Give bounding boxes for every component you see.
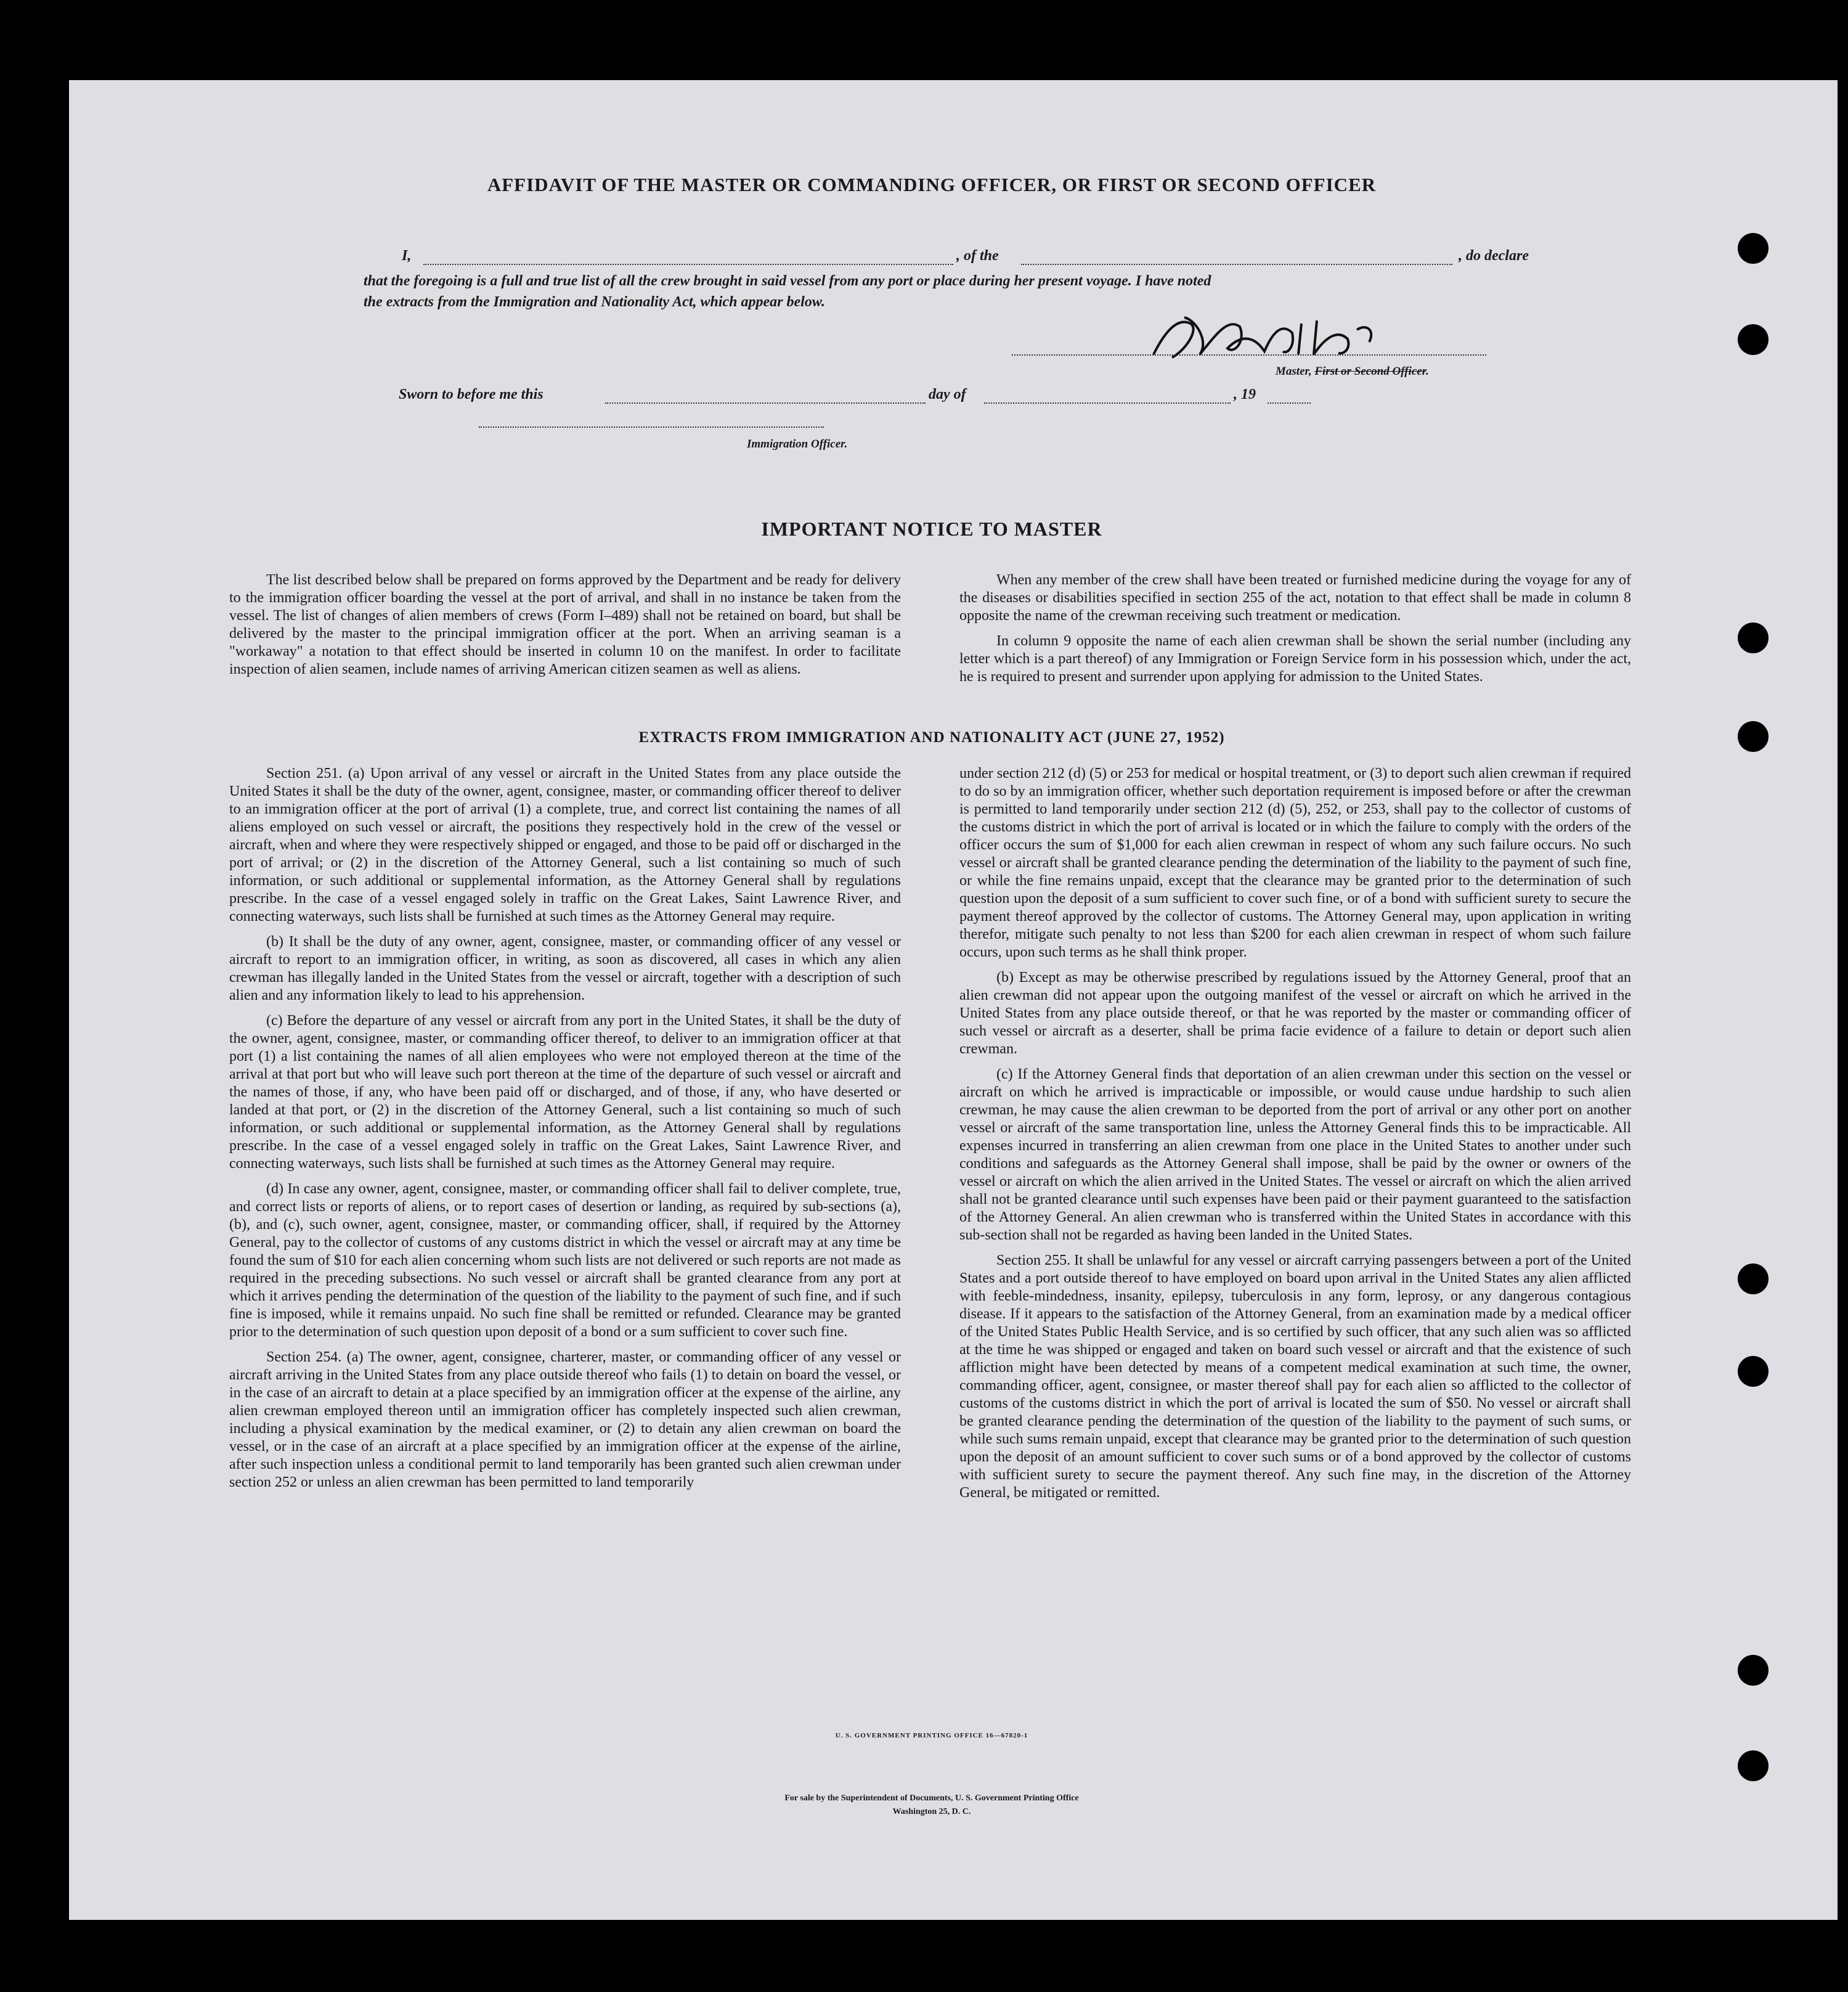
notice-right-paragraph-1: When any member of the crew shall have been treated or furnished medicine during the voyage for any of the diseases or disabilities specified in section 255 of the act, notation to that effect shall be made in column 8 opposite the name of the crewman receiving such treatment or medication. xyxy=(959,572,1631,624)
binder-hole xyxy=(1738,622,1769,653)
sworn-month-blank xyxy=(984,386,1231,404)
declare-line-3: the extracts from the Immigration and Nationality Act, which appear below. xyxy=(364,294,825,310)
printing-office-line: U. S. GOVERNMENT PRINTING OFFICE 16—67820-1 xyxy=(835,1732,1028,1739)
binder-hole xyxy=(1738,1263,1769,1294)
master-signature xyxy=(1141,305,1400,367)
sale-line-2: Washington 25, D. C. xyxy=(892,1807,971,1816)
binder-hole xyxy=(1738,721,1769,752)
sworn-year-blank xyxy=(1268,386,1311,404)
binder-hole xyxy=(1738,324,1769,355)
section-254-a: Section 254. (a) The owner, agent, consignee, charterer, master, or commanding officer of any vessel or aircraft arriving in the United States from any place outside thereof who fails (1) to detain on board the vessel, or in the case of an aircraft to detain at a place specified by an immigration officer at the expense of the airline, any alien crewman employed thereon until an immigration officer has completely inspected such alien crewman, including a physical examination by the medical examiner, or (2) to detain any alien crewman on board the vessel, or in the case of an aircraft at a place specified by an immigration officer at the expense of the airline, after such inspection unless a conditional permit to land temporarily has been granted such alien crewman under section 252 or unless an alien crewman has been permitted to land temporarily xyxy=(229,1349,901,1490)
section-251-b: (b) It shall be the duty of any owner, agent, consignee, master, or commanding officer of any vessel or aircraft to report to an immigration officer, in writing, as soon as discovered, all cases in which any alien crewman has illegally landed in the United States from the vessel or aircraft, together with a description of such alien and any information likely to lead to his apprehension. xyxy=(229,934,901,1003)
notice-right-paragraph-2: In column 9 opposite the name of each alien crewman shall be shown the serial number (including any letter which is a part thereof) of any Immigration or Foreign Service form in his possession which, under the act, he is required to present and surrender upon applying for admission to the United States. xyxy=(959,633,1631,685)
role-struck: First or Second Officer xyxy=(1314,365,1427,378)
sale-line-1: For sale by the Superintendent of Documents, U. S. Government Printing Office xyxy=(784,1794,1079,1803)
document-page xyxy=(69,80,1838,1920)
sworn-year: , 19 xyxy=(1234,386,1256,402)
declare-line-2: that the foregoing is a full and true list of all the crew brought in said vessel from any port or place during her present voyage. I have noted xyxy=(364,273,1211,289)
vessel-blank-line xyxy=(1021,248,1452,265)
notice-right-column xyxy=(959,571,1631,686)
section-251-a: Section 251. (a) Upon arrival of any vessel or aircraft in the United States from any place outside the United States it shall be the duty of the owner, agent, consignee, master, or commanding officer thereof to deliver to an immigration officer at the port of arrival (1) a complete, true, and correct list containing the names of all aliens employed on such vessel or aircraft, the positions they respectively hold in the crew of the vessel or aircraft, when and where they were respectively shipped or engaged, and those to be paid off or discharged in the port of arrival; or (2) in the discretion of the Attorney General, such a list containing so much of such information, or such additional or supplemental information, as the Attorney General shall by regulations prescribe. In the case of a vessel engaged solely in traffic on the Great Lakes, Saint Lawrence River, and connecting waterways, such lists shall be furnished at such times as the Attorney General may require. xyxy=(229,765,901,925)
signature-line xyxy=(1012,354,1486,356)
role-end: . xyxy=(1426,365,1429,378)
affidavit-title: AFFIDAVIT OF THE MASTER OR COMMANDING OFFICER, OR FIRST OR SECOND OFFICER xyxy=(487,174,1377,195)
binder-hole xyxy=(1738,1356,1769,1387)
immigration-officer-label: Immigration Officer. xyxy=(747,438,848,451)
notice-left-paragraph: The list described below shall be prepared on forms approved by the Department and be ready for delivery to the immigration officer boarding the vessel at the port of arrival, and shall in no instance be taken from the vessel. The list of changes of alien members of crews (Form I–489) shall not be retained on board, but shall be delivered by the master to the principal immigration officer at the port. When an arriving seaman is a "workaway" a notation to that effect should be inserted in column 10 on the manifest. In order to facilitate inspection of alien seamen, include names of arriving American citizen seamen as well as aliens. xyxy=(229,572,901,677)
declare-i: I, xyxy=(402,248,412,264)
section-254-c: (c) If the Attorney General finds that deportation of an alien crewman under this section on the vessel or aircraft on which he arrived is impracticable or impossible, or would cause undue hardship to such alien crewman, he may cause the alien crewman to be deported from the port of arrival or any other port on another vessel or aircraft of the same transportation line, unless the Attorney General finds this to be impracticable. All expenses incurred in transferring an alien crewman from one place in the United States to another under such conditions and safeguards as the Attorney General shall impose, shall be paid by the owner or owners of the vessel or aircraft on which the alien arrived in the United States. The vessel or aircraft on which the alien arrived shall not be granted clearance until such expenses have been paid or their payment guaranteed to the satisfaction of the Attorney General. An alien crewman who is transferred within the United States in accordance with this sub-section shall not be regarded as having been landed in the United States. xyxy=(959,1066,1631,1243)
section-251-d: (d) In case any owner, agent, consignee, master, or commanding officer shall fail to deliver complete, true, and correct lists or reports of aliens, or to report cases of desertion or landing, as required by sub-sections (a), (b), and (c), such owner, agent, consignee, master, or commanding officer, shall, if required by the Attorney General, pay to the collector of customs of any customs district in which the vessel or aircraft may at any time be found the sum of $10 for each alien concerning whom such lists are not delivered or such reports are not made as required in the preceding subsections. No such vessel or aircraft shall be granted clearance from any port at which it arrives pending the determination of the question of the liability to the payment of such fine, and if such fine is imposed, while it remains unpaid. No such fine shall be remitted or refunded. Clearance may be granted prior to the determination of such question upon deposit of a bond or a sum sufficient to cover such fine. xyxy=(229,1181,901,1340)
signature-role xyxy=(1276,365,1429,378)
binder-hole xyxy=(1738,1655,1769,1686)
section-255: Section 255. It shall be unlawful for any vessel or aircraft carrying passengers between a port of the United States and a port outside thereof to have employed on board upon arrival in the United States any alien afflicted with feeble-mindedness, insanity, epilepsy, tuberculosis in any form, leprosy, or any dangerous contagious disease. If it appears to the satisfaction of the Attorney General, from an examination made by a medical officer of the United States Public Health Service, and is so certified by such officer, that any such alien was so afflicted at the time he was shipped or engaged and taken on board such vessel or aircraft and that the existence of such affliction might have been detected by means of a competent medical examination at such time, the owner, commanding officer, agent, consignee, or master thereof shall pay for each alien so afflicted to the collector of customs of the customs district in which the port of arrival is located the sum of $50. No vessel or aircraft shall be granted clearance pending the determination of the question of the liability to the payment of such sums, or while such sums remain unpaid, except that clearance may be granted prior to the determination of such question upon the deposit of an amount sufficient to cover such sums or of a bond approved by the collector of customs with sufficient surety to secure the payment thereof. Any such fine may, in the discretion of the Attorney General, be mitigated or remitted. xyxy=(959,1252,1631,1501)
section-254-a-continued: under section 212 (d) (5) or 253 for medical or hospital treatment, or (3) to deport such alien crewman if required to do so by an immigration officer, whether such deportation requirement is imposed before or after the crewman is permitted to land temporarily under section 212 (d) (5), 252, or 253, shall pay to the collector of customs of the customs district in which the port of arrival is located or in which the failure to comply with the orders of the officer occurs the sum of $1,000 for each alien crewman in respect of whom any such failure occurs. No such vessel or aircraft shall be granted clearance pending the determination of the liability to the payment of such fine, or while the fine remains unpaid, except that the clearance may be granted prior to the determination of such question upon the deposit of a sum sufficient to cover such fine, or of a bond with sufficient surety to secure the payment thereof approved by the collector of customs. The Attorney General may, upon application in writing therefor, mitigate such penalty to not less than $200 for each alien crewman in respect of whom such failure occurs, upon such terms as he shall think proper. xyxy=(959,765,1631,960)
declare-of-the: , of the xyxy=(956,248,999,264)
extracts-left-column xyxy=(229,765,901,1492)
sworn-day-blank xyxy=(605,386,926,404)
extracts-right-column xyxy=(959,765,1631,1502)
notice-left-column xyxy=(229,571,901,679)
extracts-title: EXTRACTS FROM IMMIGRATION AND NATIONALITY ACT (JUNE 27, 1952) xyxy=(638,729,1225,746)
role-master: Master, xyxy=(1276,365,1312,378)
binder-hole xyxy=(1738,233,1769,264)
section-254-b: (b) Except as may be otherwise prescribed by regulations issued by the Attorney General, proof that an alien crewman did not appear upon the outgoing manifest of the vessel or aircraft on which he arrived in the United States from any place outside thereof, or that he was reported by the master or commanding officer of such vessel or aircraft as a deserter, shall be prima facie evidence of a failure to detain or deport such alien crewman. xyxy=(959,969,1631,1057)
name-blank-line xyxy=(423,248,953,265)
declare-do-declare: , do declare xyxy=(1459,248,1529,264)
section-251-c: (c) Before the departure of any vessel or aircraft from any port in the United States, it shall be the duty of the owner, agent, consignee, master, or commanding officer thereof, to deliver to an immigration officer at that port (1) a list containing the names of all alien employees who were not employed thereon at the time of the arrival at that port but who will leave such port thereon at the time of the departure of such vessel or aircraft and the names of those, if any, who have been paid off or discharged, and of those, if any, who have deserted or landed at that port, or (2) in the discretion of the Attorney General, such a list containing so much of such information, or such additional or supplemental information, as the Attorney General shall by regulations prescribe. In the case of a vessel engaged solely in traffic on the Great Lakes, Saint Lawrence River, and connecting waterways, such lists shall be furnished at such times as the Attorney General may require. xyxy=(229,1013,901,1172)
binder-hole xyxy=(1738,1750,1769,1781)
sworn-day-of: day of xyxy=(929,386,966,402)
immigration-officer-line xyxy=(479,427,824,428)
sworn-before: Sworn to before me this xyxy=(399,386,543,402)
notice-title: IMPORTANT NOTICE TO MASTER xyxy=(761,518,1102,540)
